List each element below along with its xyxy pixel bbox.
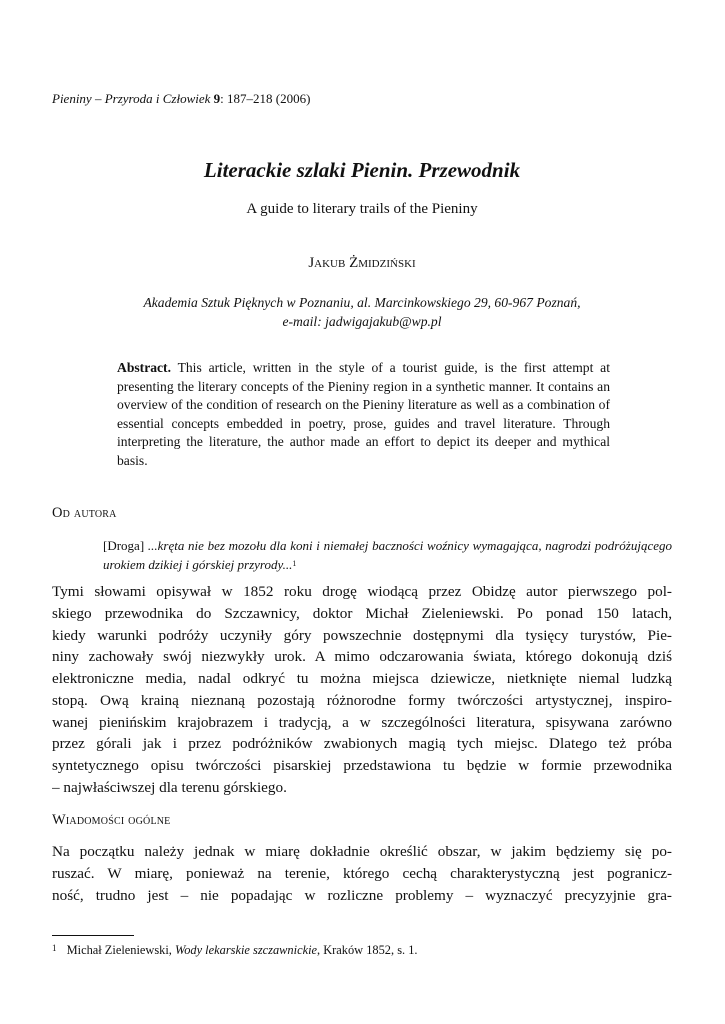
footnote-author: Michał Zieleniewski, (66, 943, 172, 957)
abstract (117, 359, 610, 470)
abstract-text: This article, written in the style of a tourist guide, is the first attempt at presenting the literary concepts of the Pieniny region in a synthetic manner. It contains an overview of the condition of research on the Pieniny literature as well as a combination of essential concepts embedded in poetry, prose, guides and travel literature. Through interpreting the literature, the author made an effort to depict its deeper and mythical basis. (117, 360, 610, 468)
article-title: Literackie szlaki Pienin. Przewodnik (203, 158, 521, 182)
paragraph-line: skiego przewodnika do Szczawnicy, doktor Michał Zieleniewski. Po ponad 150 latach, (52, 604, 672, 622)
body-paragraph-1 (52, 581, 672, 799)
paragraph-line: Na początku należy jednak w miarę dokładnie określić obszar, w jakim będziemy się po- (52, 843, 672, 860)
paragraph-line: Tymi słowami opisywał w 1852 roku drogę wiodącą przez Obidzę autor pierwszego pol- (52, 583, 672, 600)
paragraph-line: stopą. Ową krainą nieznaną pozostają różnorodne formy twórczości artystycznej, inspiro- (52, 691, 672, 709)
paragraph-line: syntetycznego opisu twórczości pisarskiej przedstawiona tu będzie w formie przewodnika (52, 757, 672, 774)
footnote-ref: 1 (292, 558, 297, 568)
author-name: Jakub Żmidziński (308, 255, 416, 271)
paper-page (52, 0, 672, 1024)
epigraph (103, 537, 672, 574)
body-paragraph-2 (52, 841, 672, 906)
epigraph-prefix: [Droga] (103, 538, 145, 553)
section-heading-od-autora: Od autora (52, 505, 117, 521)
section-heading-wiadomosci-ogolne: Wiadomości ogólne (52, 812, 171, 828)
footnote-publication: , Kraków 1852, s. 1. (317, 943, 418, 957)
footnote-divider (52, 935, 134, 936)
footnote-1 (52, 943, 418, 958)
paragraph-line: ność, trudno jest – nie popadając w rozliczne problemy – wyznaczyć precyzyjnie gra- (52, 886, 672, 904)
paragraph-line: elektroniczne media, nadal odkryć tu można miejsca dziewicze, nietknięte niemal ludzką (52, 670, 672, 687)
epigraph-quote: ...kręta nie bez mozołu dla koni i niemałej baczności woźnicy wymagająca, nagrodzi podróżującego urokiem dzikiej i górskiej przyrody... (103, 538, 672, 572)
footnote-book-title: Wody lekarskie szczawnickie (175, 943, 318, 957)
journal-pages: : 187–218 (2006) (220, 91, 311, 106)
paragraph-line: przez górali jak i przez podróżników zwabionych magią tych miejsc. Dlatego też próba (52, 735, 672, 753)
paragraph-line: wanej pienińskim krajobrazem i tradycją, a w szczególności literatura, spisywana zarówno (52, 713, 672, 731)
footnote-number: 1 (52, 943, 57, 953)
article-subtitle: A guide to literary trails of the Pieniny (246, 201, 478, 217)
affiliation-address: Akademia Sztuk Pięknych w Poznaniu, al. Marcinkowskiego 29, 60-967 Poznań, (143, 295, 581, 310)
author-affiliation (52, 293, 672, 331)
abstract-label: Abstract. (117, 360, 171, 375)
paragraph-line: niny zachowały swój niezwykły urok. A mimo odczarowania świata, którego dokonują dziś (52, 648, 672, 666)
journal-volume: 9 (213, 91, 221, 106)
affiliation-email: e-mail: jadwigajakub@wp.pl (282, 314, 442, 329)
paragraph-line: – najwłaściwszej dla terenu górskiego. (52, 778, 287, 796)
paragraph-line: kiedy warunki podróży uczyniły góry powszechnie dostępnymi dla tysięcy turystów, Pie- (52, 626, 672, 644)
paragraph-line: ruszać. W miarę, ponieważ na terenie, którego cechą charakterystyczną jest pogranicz- (52, 864, 672, 882)
running-head (52, 91, 310, 107)
journal-name: Pieniny – Przyroda i Człowiek (52, 91, 211, 106)
